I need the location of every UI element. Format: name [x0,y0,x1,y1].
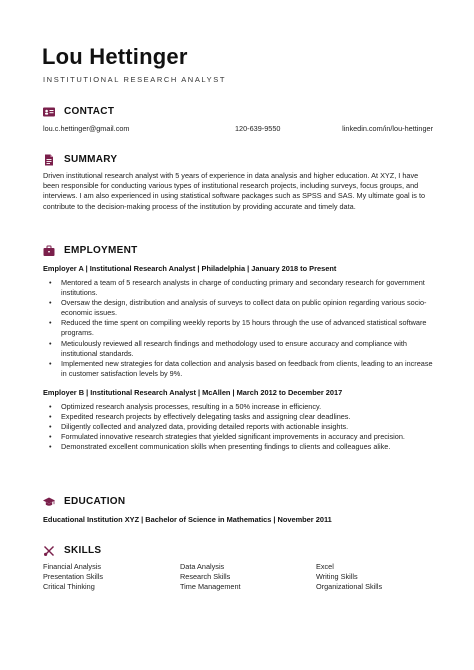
linkedin-link[interactable]: linkedin.com/in/lou-hettinger [342,124,433,133]
list-item: • Optimized research analysis processes, resulting in a 50% increase in efficiency. [43,402,435,412]
skills-column [180,562,241,593]
list-item: • Demonstrated excellent communication skills when presenting findings to clients and colleagues alike. [43,442,435,452]
list-item: • Diligently collected and analyzed data, providing detailed reports with actionable insights. [43,422,435,432]
skill-item: Time Management [180,582,241,592]
list-item: • Formulated innovative research strategies that yielded significant improvements in accuracy and precision. [43,432,435,442]
graduation-cap-icon [43,495,55,507]
contact-card-icon [43,105,55,117]
phone-number: 120-639-9550 [235,124,281,133]
skill-item: Excel [316,562,334,571]
briefcase-icon [43,244,55,256]
skill-item: Financial Analysis [43,562,101,571]
job-heading: Employer B | Institutional Research Analyst | McAllen | March 2012 to December 2017 [43,388,343,397]
employment-section-header [43,244,138,256]
education-entry: Educational Institution XYZ | Bachelor of Science in Mathematics | November 2011 [43,515,332,524]
summary-title: SUMMARY [64,153,118,165]
contact-title: CONTACT [64,105,115,117]
list-item: • Reduced the time spent on compiling weekly reports by 15 hours through the use of advanced statistical software programs. [43,318,435,338]
list-item: • Oversaw the design, distribution and analysis of surveys to collect data on public opinion regarding various socio-economic issues. [43,298,435,318]
list-item: • Expedited research projects by effectively delegating tasks and assigning clear deadlines. [43,412,435,422]
education-section-header [43,495,125,507]
skills-section-header [43,544,101,556]
job-heading: Employer A | Institutional Research Analyst | Philadelphia | January 2018 to Present [43,264,337,273]
email-link[interactable]: lou.c.hettinger@gmail.com [43,124,130,133]
employment-title: EMPLOYMENT [64,244,138,256]
skill-item: Research Skills [180,572,231,582]
job-bullets [43,278,435,379]
skill-item: Data Analysis [180,562,225,571]
list-item: • Mentored a team of 5 research analysts in charge of conducting primary and secondary research for government institutions. [43,278,435,298]
list-item: • Meticulously reviewed all research findings and methodology used to ensure accuracy and compliance with institutional standards. [43,339,435,359]
skill-item: Presentation Skills [43,572,104,582]
skill-item: Critical Thinking [43,582,95,592]
document-icon [43,153,55,165]
job-bullets [43,402,435,452]
candidate-role: INSTITUTIONAL RESEARCH ANALYST [43,75,227,84]
education-title: EDUCATION [64,495,126,507]
skills-column [316,562,382,593]
skill-item: Writing Skills [316,572,358,582]
summary-section-header [43,153,117,165]
contact-section-header [43,105,114,117]
skills-column [43,562,103,593]
skill-item: Organizational Skills [316,582,383,592]
summary-text: Driven institutional research analyst with 5 years of experience in data analysis and higher education. At XYZ, I have been responsible for conducting various types of institutional research projects, including surveys, focus groups, and interviews. I am also experienced in using statistical software packages such as SPSS and SAS. My ultimate goal is to contribute to the decision-making process of the institution by providing accurate and timely data. [43,171,426,211]
tools-icon [43,544,55,556]
skills-title: SKILLS [64,544,102,556]
candidate-name: Lou Hettinger [42,44,188,69]
list-item: • Implemented new strategies for data collection and analysis based on feedback from clients, leading to an increase in customer satisfaction levels by 9%. [43,359,435,379]
